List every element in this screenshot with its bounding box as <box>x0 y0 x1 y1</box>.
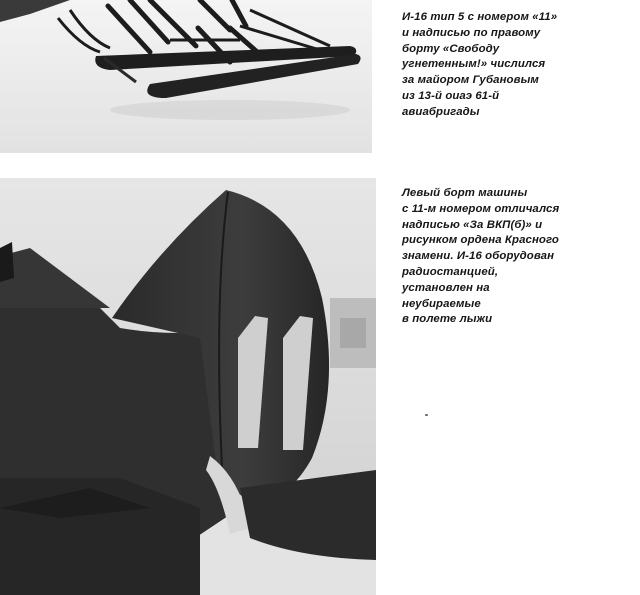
caption-line: знамени. И-16 оборудован <box>402 250 555 263</box>
caption-line: неубираемые <box>402 297 481 310</box>
ski-landing-gear-photo <box>0 0 372 153</box>
caption-line: в полете лыжи <box>402 313 493 326</box>
caption-tail <box>402 186 634 328</box>
caption-line: из 13-й оиаэ 61-й <box>402 89 500 102</box>
print-speck <box>425 414 428 416</box>
caption-line: надписью «За ВКП(б)» и <box>402 218 543 231</box>
caption-line: борту «Свободу <box>402 42 500 55</box>
caption-line: Левый борт машины <box>402 187 528 199</box>
caption-line: радиостанцией, <box>402 265 499 278</box>
caption-line: установлен на <box>402 281 490 294</box>
ski-landing-gear-illustration <box>0 0 372 153</box>
caption-line: с 11-м номером отличался <box>402 202 560 215</box>
caption-ski-gear <box>402 10 634 121</box>
aircraft-tail-illustration <box>0 178 376 595</box>
caption-line: угнетенным!» числился <box>402 58 546 71</box>
caption-line: И-16 тип 5 с номером «11» <box>402 11 558 23</box>
caption-line: рисунком ордена Красного <box>402 234 559 247</box>
caption-line: и надписью по правому <box>402 26 541 39</box>
aircraft-tail-photo <box>0 178 376 595</box>
caption-line: за майором Губановым <box>402 74 539 87</box>
caption-line: авиабригады <box>402 105 480 118</box>
